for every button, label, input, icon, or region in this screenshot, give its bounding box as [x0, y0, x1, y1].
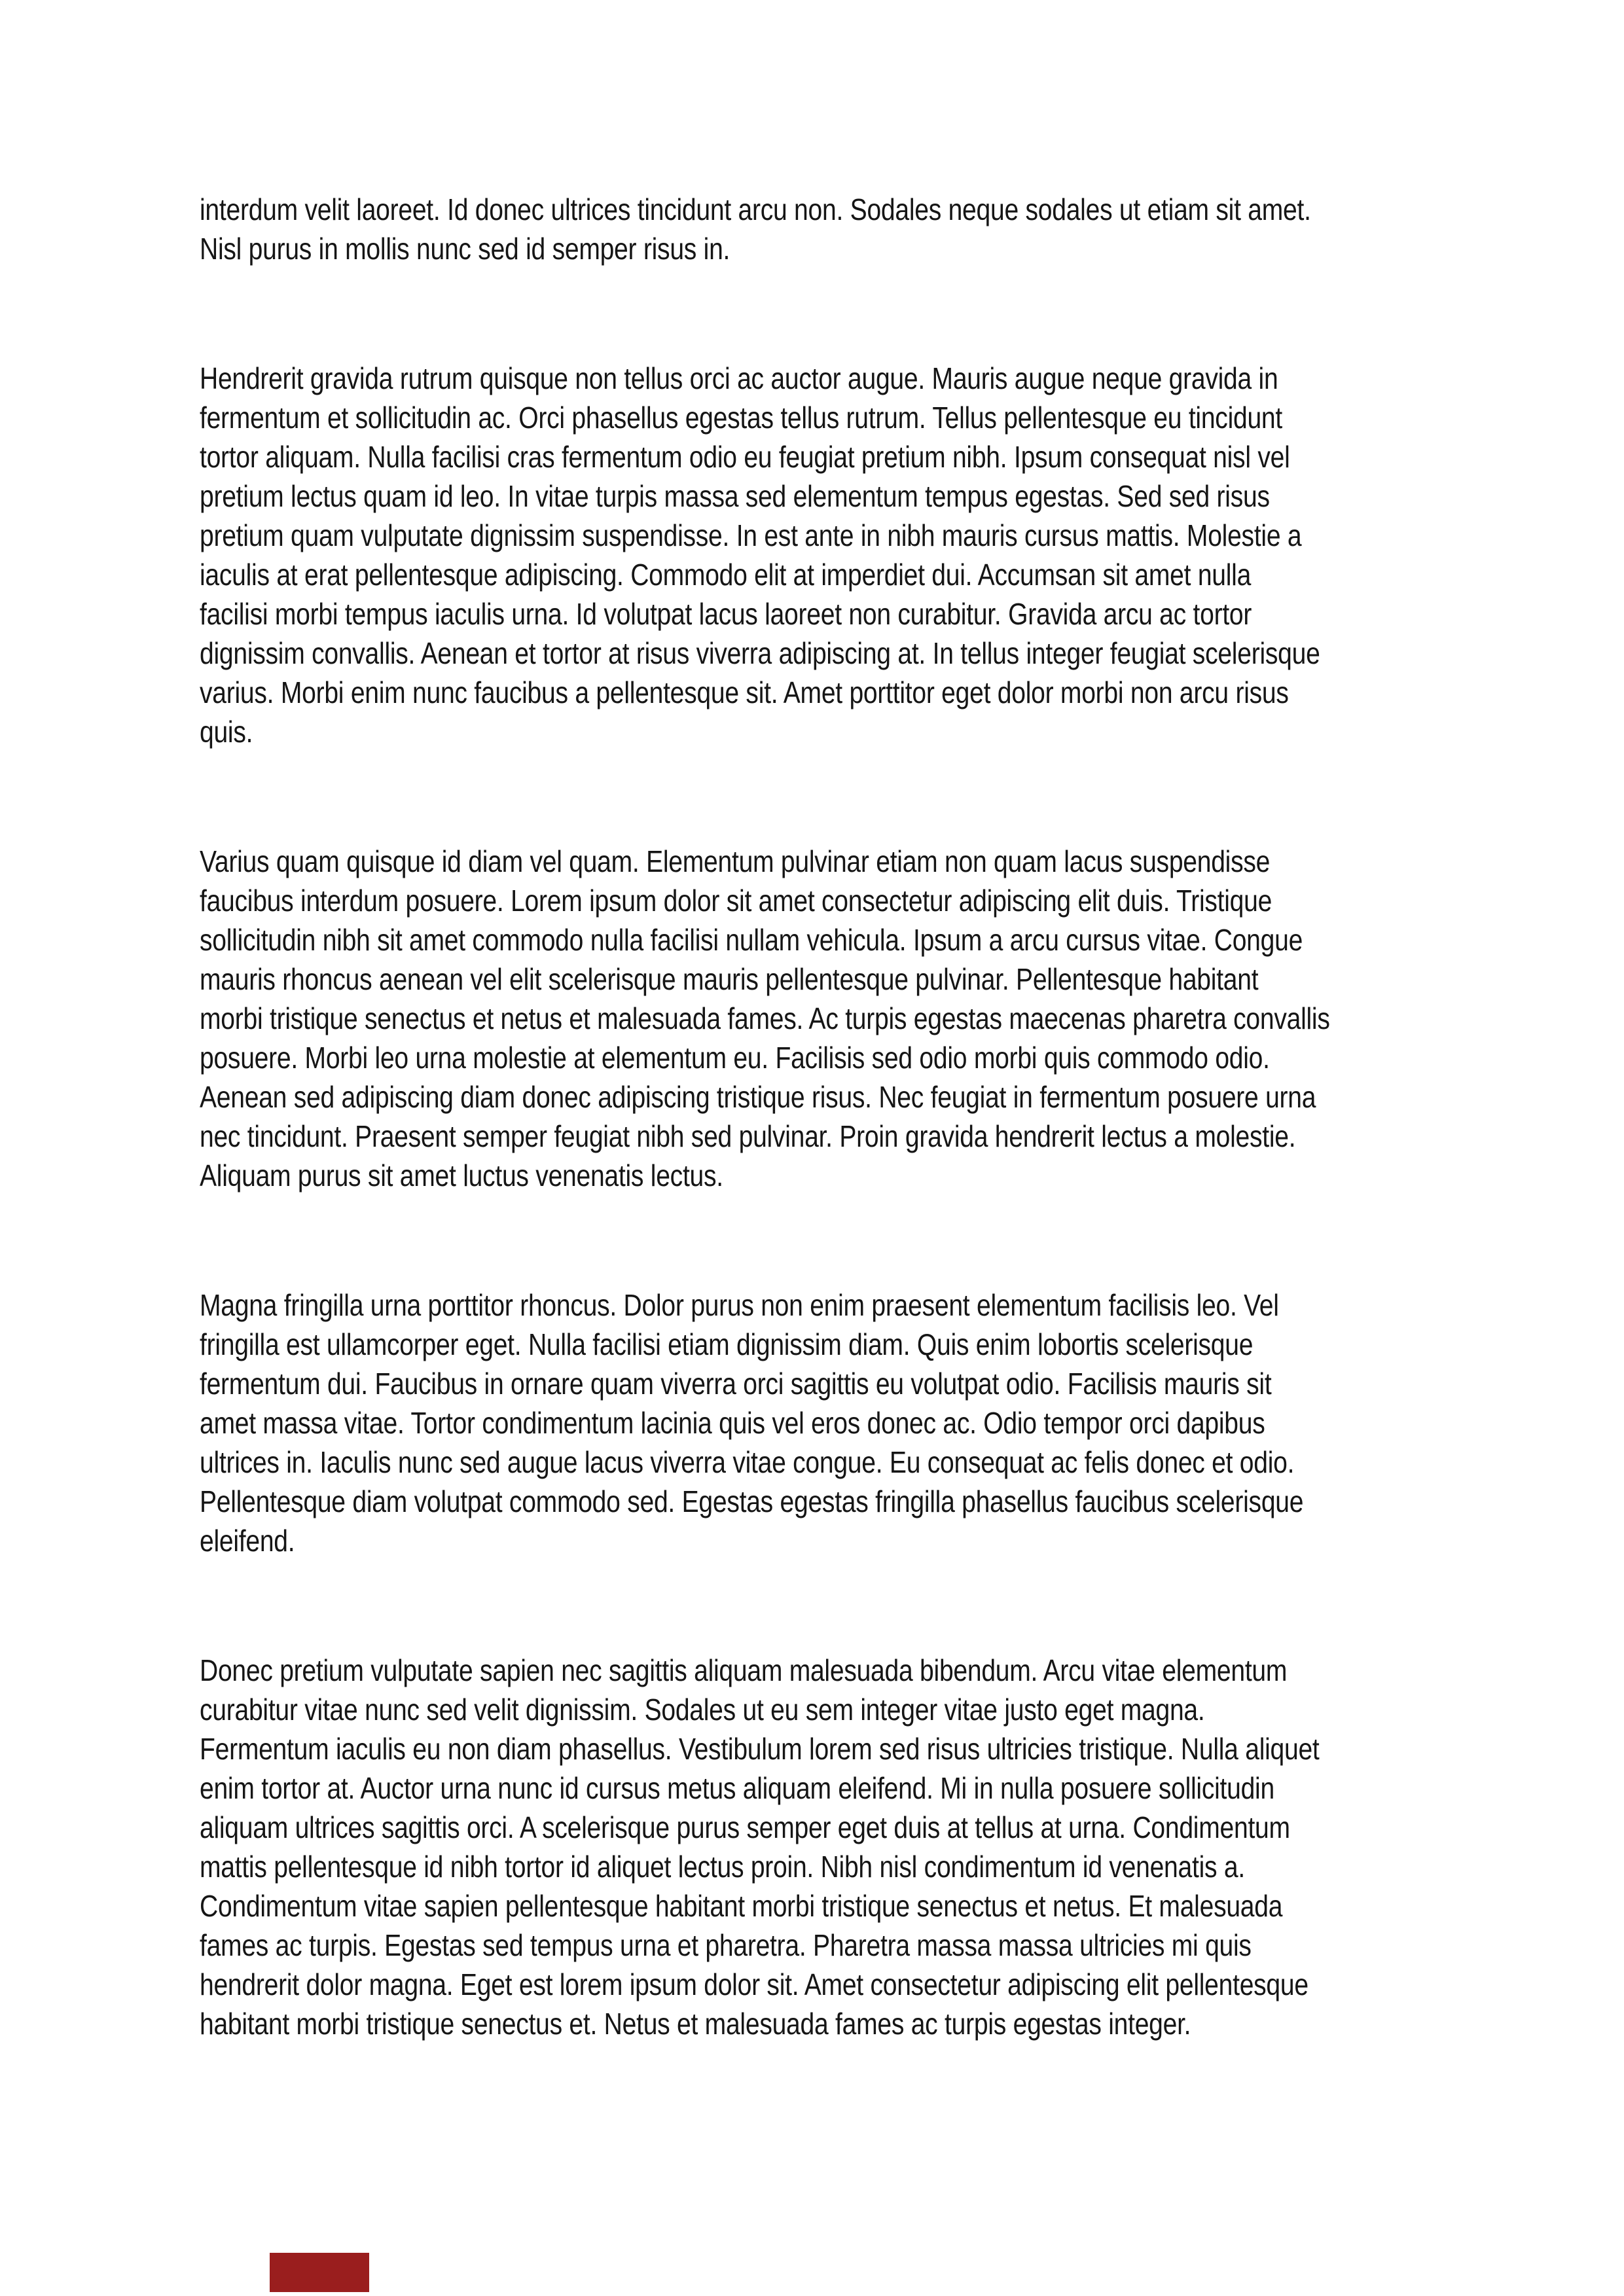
text-line: Hendrerit gravida rutrum quisque non tellus orci ac auctor augue. Mauris augue neque gravida in — [200, 361, 1278, 395]
text-line: pretium quam vulputate dignissim suspendisse. In est ante in nibh mauris cursus mattis. Molestie a — [200, 518, 1302, 552]
text-line: nec tincidunt. Praesent semper feugiat nibh sed pulvinar. Proin gravida hendrerit lectus a molestie. — [200, 1119, 1296, 1153]
text-line: aliquam ultrices sagittis orci. A scelerisque purus semper eget duis at tellus at urna. Condimentum — [200, 1810, 1290, 1844]
text-line: interdum velit laoreet. Id donec ultrices tincidunt arcu non. Sodales neque sodales ut etiam sit amet. — [200, 192, 1311, 226]
text-line: fames ac turpis. Egestas sed tempus urna et pharetra. Pharetra massa massa ultricies mi quis — [200, 1928, 1252, 1962]
text-line: dignissim convallis. Aenean et tortor at risus viverra adipiscing at. In tellus integer feugiat scelerisque — [200, 636, 1320, 670]
paragraph-2 — [200, 359, 1428, 751]
text-line: facilisi morbi tempus iaculis urna. Id volutpat lacus laoreet non curabitur. Gravida arcu ac tortor — [200, 597, 1252, 631]
text-line: pretium lectus quam id leo. In vitae turpis massa sed elementum tempus egestas. Sed sed risus — [200, 479, 1270, 513]
text-line: fermentum et sollicitudin ac. Orci phasellus egestas tellus rutrum. Tellus pellentesque eu tincidunt — [200, 401, 1282, 435]
text-line: Varius quam quisque id diam vel quam. Elementum pulvinar etiam non quam lacus suspendisse — [200, 844, 1271, 878]
text-line: faucibus interdum posuere. Lorem ipsum dolor sit amet consectetur adipiscing elit duis. Tristique — [200, 884, 1272, 918]
document-body-text — [200, 190, 1430, 2043]
text-line: curabitur vitae nunc sed velit dignissim. Sodales ut eu sem integer vitae justo eget magna. — [200, 1693, 1205, 1727]
text-line: fringilla est ullamcorper eget. Nulla facilisi etiam dignissim diam. Quis enim lobortis scelerisque — [200, 1327, 1254, 1361]
text-line: posuere. Morbi leo urna molestie at elementum eu. Facilisis sed odio morbi quis commodo odio. — [200, 1041, 1270, 1075]
text-line: fermentum dui. Faucibus in ornare quam viverra orci sagittis eu volutpat odio. Facilisis mauris sit — [200, 1367, 1272, 1401]
text-line: morbi tristique senectus et netus et malesuada fames. Ac turpis egestas maecenas pharetra convallis — [200, 1001, 1330, 1035]
paragraph-3 — [200, 842, 1428, 1195]
text-line: Nisl purus in mollis nunc sed id semper risus in. — [200, 232, 731, 266]
paragraph-4 — [200, 1285, 1428, 1560]
text-line: sollicitudin nibh sit amet commodo nulla facilisi nullam vehicula. Ipsum a arcu cursus vitae. Congue — [200, 923, 1303, 957]
text-line: quis. — [200, 715, 253, 749]
text-line: mauris rhoncus aenean vel elit scelerisque mauris pellentesque pulvinar. Pellentesque habitant — [200, 962, 1259, 996]
text-line: habitant morbi tristique senectus et. Netus et malesuada fames ac turpis egestas integer. — [200, 2007, 1191, 2041]
text-line: varius. Morbi enim nunc faucibus a pellentesque sit. Amet porttitor eget dolor morbi non arcu risus — [200, 675, 1289, 709]
text-line: amet massa vitae. Tortor condimentum lacinia quis vel eros donec ac. Odio tempor orci dapibus — [200, 1406, 1265, 1440]
text-line: Aenean sed adipiscing diam donec adipiscing tristique risus. Nec feugiat in fermentum posuere urna — [200, 1080, 1316, 1114]
text-line: Fermentum iaculis eu non diam phasellus. Vestibulum lorem sed risus ultricies tristique. Nulla aliquet — [200, 1732, 1320, 1766]
text-line: mattis pellentesque id nibh tortor id aliquet lectus proin. Nibh nisl condimentum id venenatis a. — [200, 1850, 1245, 1884]
text-line: Condimentum vitae sapien pellentesque habitant morbi tristique senectus et netus. Et malesuada — [200, 1889, 1283, 1923]
text-line: hendrerit dolor magna. Eget est lorem ipsum dolor sit. Amet consectetur adipiscing elit pellentesque — [200, 1967, 1308, 2001]
text-line: Magna fringilla urna porttitor rhoncus. Dolor purus non enim praesent elementum facilisis leo. Vel — [200, 1288, 1279, 1322]
paragraph-1 — [200, 190, 1428, 268]
text-line: tortor aliquam. Nulla facilisi cras fermentum odio eu feugiat pretium nibh. Ipsum consequat nisl vel — [200, 440, 1290, 474]
text-line: eleifend. — [200, 1524, 295, 1558]
red-marker-box — [270, 2253, 369, 2292]
text-line: Donec pretium vulputate sapien nec sagittis aliquam malesuada bibendum. Arcu vitae elementum — [200, 1653, 1288, 1687]
paragraph-5 — [200, 1651, 1428, 2043]
text-line: iaculis at erat pellentesque adipiscing. Commodo elit at imperdiet dui. Accumsan sit amet nulla — [200, 558, 1252, 592]
text-line: Pellentesque diam volutpat commodo sed. Egestas egestas fringilla phasellus faucibus scelerisque — [200, 1484, 1304, 1518]
text-line: enim tortor at. Auctor urna nunc id cursus metus aliquam eleifend. Mi in nulla posuere sollicitudin — [200, 1771, 1274, 1805]
text-line: ultrices in. Iaculis nunc sed augue lacus viverra vitae congue. Eu consequat ac felis donec et odio. — [200, 1445, 1295, 1479]
text-line: Aliquam purus sit amet luctus venenatis lectus. — [200, 1158, 723, 1193]
